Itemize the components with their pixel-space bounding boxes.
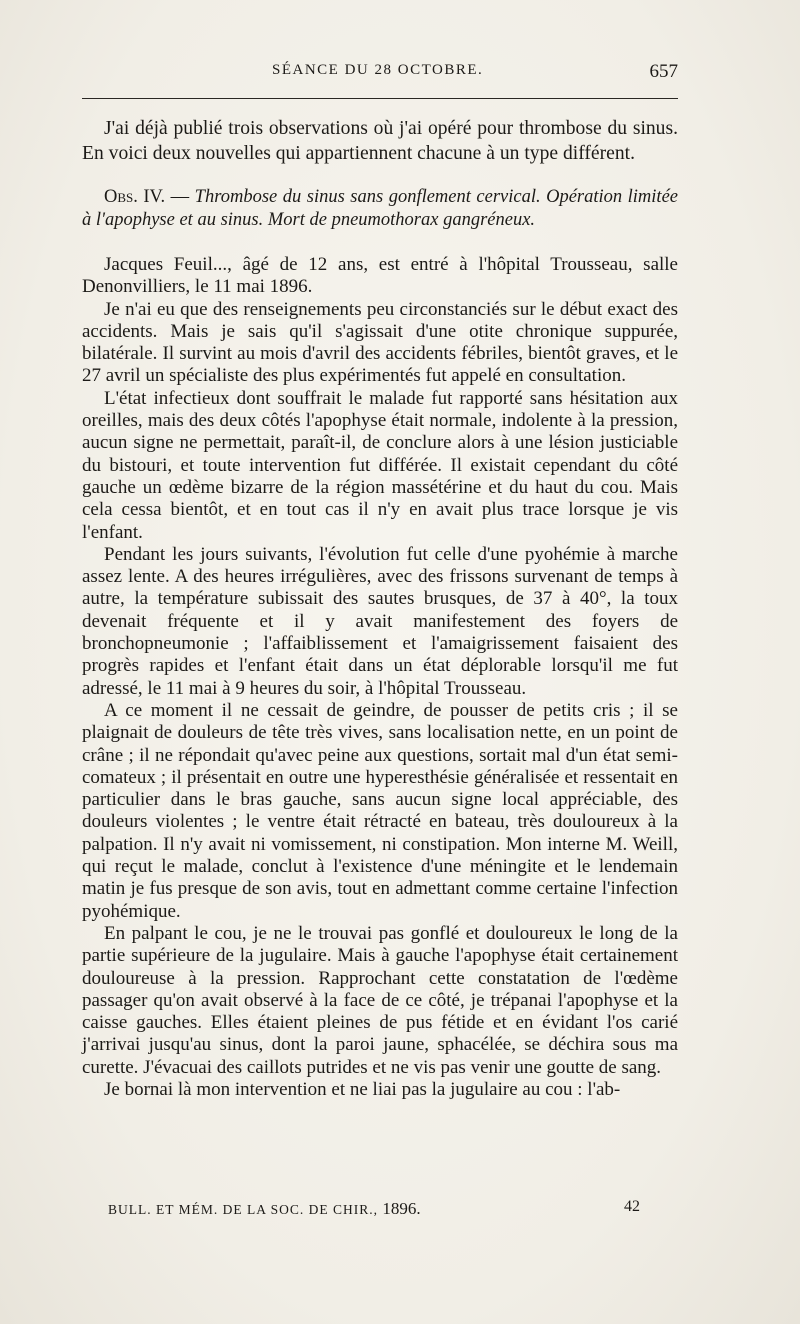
page-footer bbox=[82, 1199, 678, 1221]
observation-title: Thrombose du sinus sans gonflement cervical. Opération limitée à l'apophyse et au sinus. Mort de pneumothorax gangréneux. bbox=[82, 187, 678, 230]
paragraph-7: Je bornai là mon intervention et ne liai pas la jugulaire au cou : l'ab- bbox=[104, 1078, 621, 1100]
intro-paragraph: J'ai déjà publié trois observations où j'ai opéré pour thrombose du sinus. En voici deux nouvelles qui appartiennent chacune à un type différent. bbox=[82, 118, 678, 164]
running-title: SÉANCE DU 28 OCTOBRE. bbox=[272, 62, 484, 78]
paragraph-4: Pendant les jours suivants, l'évolution fut celle d'une pyohémie à marche assez lente. A des heures irrégulières, avec des frissons survenant de temps à autre, la température subissait des sautes brusques, de 37 à 40°, la toux devenait fréquente et il y avait manifestement des foyers de bronchopneumonie ; l'affaiblissement et l'amaigrissement faisaient des progrès rapides et l'enfant était dans un état déplorable lorsqu'il me fut adressé, le 11 mai à 9 heures du soir, à l'hôpital Trousseau. bbox=[82, 543, 678, 699]
paragraph-3: L'état infectieux dont souffrait le malade fut rapporté sans hésitation aux oreilles, mais des deux côtés l'apophyse était normale, indolente à la pression, aucun signe ne permettait, paraît-il, de conclure alors à une lésion justiciable du bistouri, et toute intervention fut différée. Il existait cependant du côté gauche un œdème bizarre de la région massétérine et du haut du cou. Mais cela cessa bientôt, et en tout cas il n'y en avait plus trace lorsque je vis l'enfant. bbox=[82, 387, 678, 543]
paragraph-2: Je n'ai eu que des renseignements peu circonstanciés sur le début exact des accidents. Mais je sais qu'il s'agissait d'une otite chronique suppurée, bilatérale. Il survint au mois d'avril des accidents fébriles, bientôt graves, et le 27 avril un spécialiste des plus expérimentés fut appelé en consultation. bbox=[82, 298, 678, 387]
page-number: 657 bbox=[649, 61, 678, 82]
footer-journal-name: BULL. ET MÉM. DE LA SOC. DE CHIR., bbox=[108, 1202, 379, 1217]
footer-signature: 42 bbox=[624, 1198, 640, 1215]
page-header bbox=[82, 62, 678, 86]
footer-year: 1896. bbox=[382, 1199, 421, 1218]
observation-heading bbox=[82, 186, 678, 232]
observation-label: Obs. IV. bbox=[104, 187, 166, 207]
paragraph-1: Jacques Feuil..., âgé de 12 ans, est entré à l'hôpital Trousseau, salle Denonvilliers, le 11 mai 1896. bbox=[82, 254, 678, 298]
paragraph-5: A ce moment il ne cessait de geindre, de pousser de petits cris ; il se plaignait de douleurs de tête très vives, sans localisation nette, en un point de crâne ; il ne répondait qu'avec peine aux questions, sortait mal d'un état semi-comateux ; il présentait en outre une hyperesthésie généralisée et ressentait en particulier dans le bras gauche, sans aucun signe local appréciable, des douleurs violentes ; le ventre était rétracté en bateau, très douloureux à la palpation. Il n'y avait ni vomissement, ni constipation. Mon interne M. Weill, qui reçut le malade, conclut à l'existence d'une méningite et le lendemain matin je fus presque de son avis, tout en admettant comme certaine l'infection pyohémique. bbox=[82, 699, 678, 922]
observation-dash: — bbox=[165, 187, 195, 207]
paragraph-6: En palpant le cou, je ne le trouvai pas gonflé et douloureux le long de la partie supérieure de la jugulaire. Mais à gauche l'apophyse était certainement douloureuse à la pression. Rapprochant cette constatation de l'œdème passager qu'on avait observé à la face de ce côté, je trépanai l'apophyse et la caisse gauches. Elles étaient pleines de pus fétide et en évidant l'os carié j'arrivai jusqu'au sinus, dont la paroi jaune, sphacélée, se déchira sous ma curette. J'évacuai des caillots putrides et ne vis pas venir une goutte de sang. bbox=[82, 922, 678, 1078]
header-rule bbox=[82, 98, 678, 99]
body-text bbox=[82, 116, 678, 1101]
footer-journal bbox=[108, 1199, 421, 1219]
